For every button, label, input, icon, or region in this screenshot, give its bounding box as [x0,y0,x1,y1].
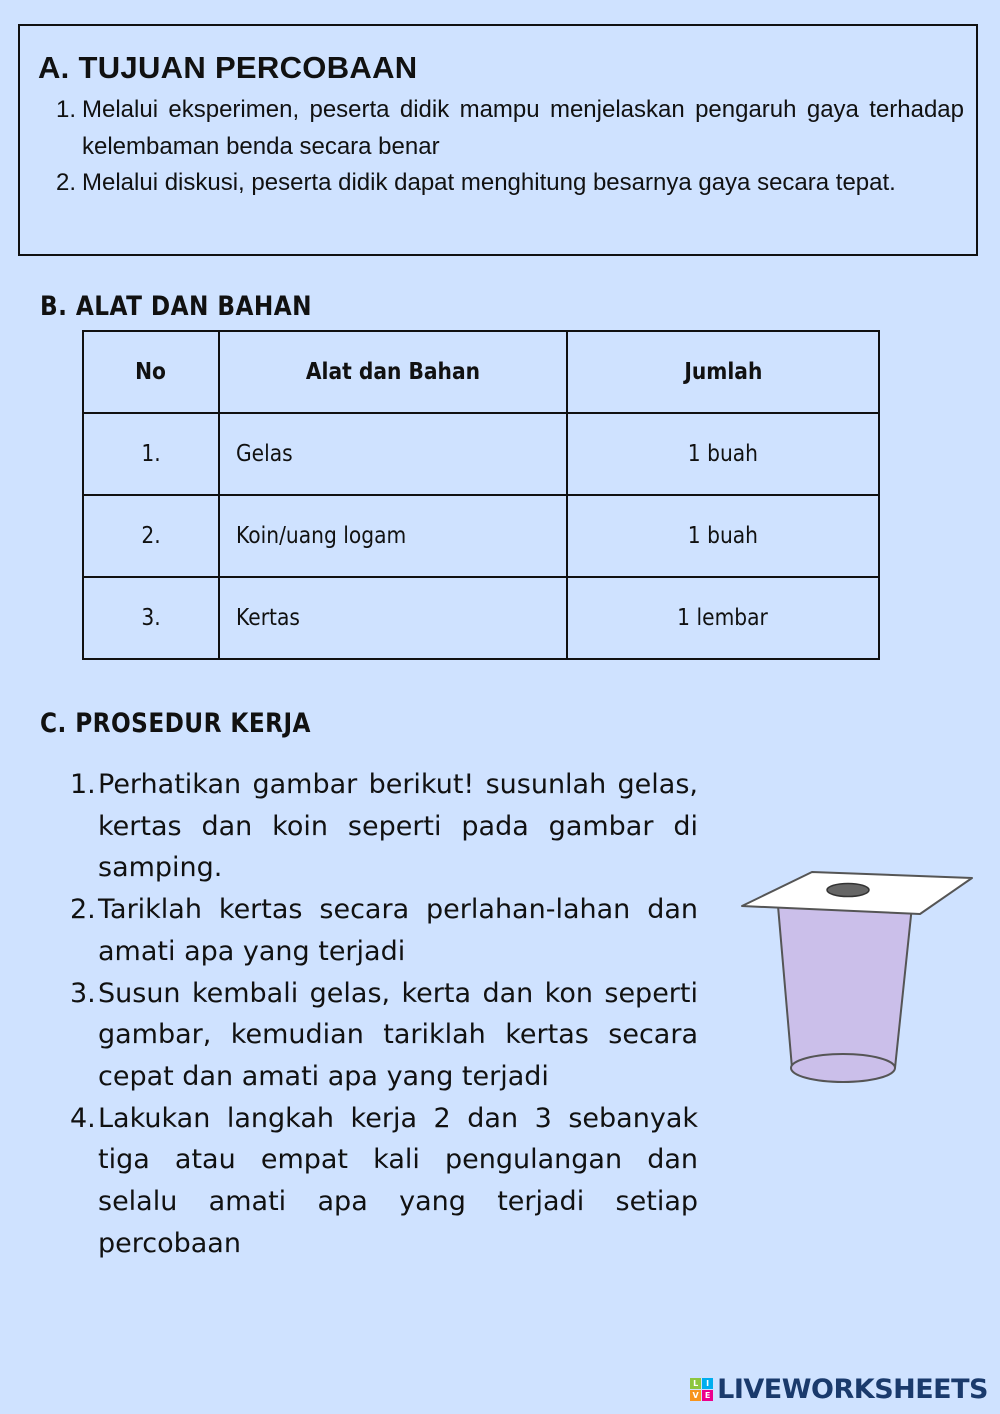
objectives-title: A. TUJUAN PERCOBAAN [38,50,418,85]
cell-no: 2. [83,495,219,577]
objectives-box [18,24,978,256]
cell-quantity: 1 buah [567,413,879,495]
step-number: 4. [70,1102,96,1134]
procedure-step [70,889,698,972]
cell-item: Kertas [219,577,567,659]
objective-number: 2. [56,169,77,196]
step-number: 2. [70,894,96,926]
cell-quantity: 1 buah [567,495,879,577]
liveworksheets-logo [690,1372,988,1406]
cell-no: 1. [83,413,219,495]
cell-item: Gelas [219,413,567,495]
table-header-row [83,331,879,413]
step-text: Tariklah kertas secara perlahan-lahan dan amati apa yang terjadi [98,894,698,967]
cell-quantity: 1 lembar [567,577,879,659]
header-quantity: Jumlah [567,331,879,413]
coin-icon [827,884,869,897]
header-item: Alat dan Bahan [219,331,567,413]
step-number: 3. [70,977,96,1009]
step-text: Perhatikan gambar berikut! susunlah gelas, kertas dan koin seperti pada gambar di samping. [98,769,698,884]
cell-item: Koin/uang logam [219,495,567,577]
step-text: Susun kembali gelas, kerta dan kon seperti gambar, kemudian tariklah kertas secara cepat dan amati apa yang terjadi [98,977,698,1092]
header-no: No [83,331,219,413]
procedure-step [70,764,698,889]
glass-paper-coin-illustration [740,866,975,1091]
objective-number: 1. [56,96,77,123]
logo-mark-icon: L I V E [690,1378,713,1401]
procedure-title: C. PROSEDUR KERJA [40,708,311,739]
table-row [83,495,879,577]
procedure-step [70,973,698,1098]
materials-table [82,330,880,660]
objective-item [56,92,964,165]
objective-item [56,165,964,202]
logo-text: LIVEWORKSHEETS [717,1373,988,1405]
cell-no: 3. [83,577,219,659]
objective-text: Melalui eksperimen, peserta didik mampu menjelaskan pengaruh gaya terhadap kelembaman benda secara benar [82,96,964,160]
materials-title: B. ALAT DAN BAHAN [40,291,313,322]
table-row [83,577,879,659]
objective-text: Melalui diskusi, peserta didik dapat menghitung besarnya gaya secara tepat. [82,169,896,196]
glass-icon [778,906,912,1068]
glass-base-icon [791,1054,895,1082]
objectives-list [56,92,964,202]
step-number: 1. [70,769,96,800]
procedure-list [70,764,698,1264]
table-row [83,413,879,495]
procedure-step [70,1098,698,1265]
step-text: Lakukan langkah kerja 2 dan 3 sebanyak tiga atau empat kali pengulangan dan selalu amati apa yang terjadi setiap percobaan [98,1102,698,1259]
